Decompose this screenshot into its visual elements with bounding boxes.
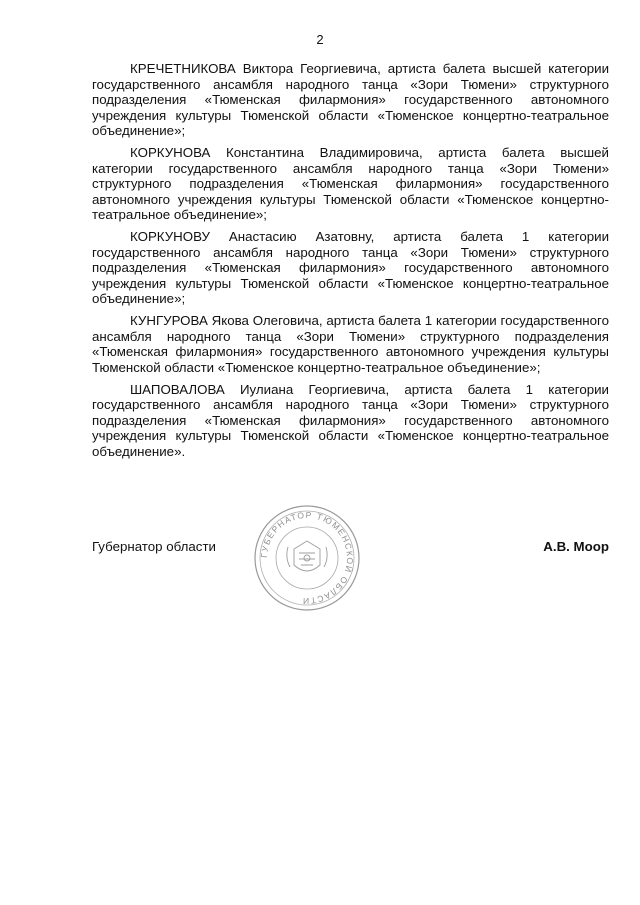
official-seal-icon xyxy=(252,503,362,613)
page-number: 2 xyxy=(316,32,324,47)
document-body xyxy=(92,61,609,466)
signatory-title: Губернатор области xyxy=(92,539,216,554)
award-paragraph: КУНГУРОВА Якова Олеговича, артиста балета 1 категории государственного ансамбля народного танца «Зори Тюмени» структурного подразделения «Тюменская филармония» государственного автономного учреждения культуры Тюменской области «Тюменское концертно-театральное объединение»; xyxy=(92,313,609,375)
seal-ring-text: ГУБЕРНАТОР ТЮМЕНСКОЙ ОБЛАСТИ xyxy=(258,509,356,607)
svg-text:ГУБЕРНАТОР ТЮМЕНСКОЙ ОБЛАСТИ xyxy=(259,510,355,606)
award-paragraph: КОРКУНОВА Константина Владимировича, артиста балета высшей категории государственного ансамбля народного танца «Зори Тюмени» структурного подразделения «Тюменская филармония» государственного автономного учреждения культуры Тюменской области «Тюменское концертно-театральное объединение»; xyxy=(92,145,609,222)
award-paragraph: КОРКУНОВУ Анастасию Азатовну, артиста балета 1 категории государственного ансамбля народного танца «Зори Тюмени» структурного подразделения «Тюменская филармония» государственного автономного учреждения культуры Тюменской области «Тюменское концертно-театральное объединение»; xyxy=(92,229,609,306)
signature-block xyxy=(92,503,609,623)
award-paragraph: ШАПОВАЛОВА Иулиана Георгиевича, артиста балета 1 категории государственного ансамбля народного танца «Зори Тюмени» структурного подразделения «Тюменская филармония» государственного автономного учреждения культуры Тюменской области «Тюменское концертно-театральное объединение». xyxy=(92,381,609,459)
signatory-name: А.В. Моор xyxy=(543,539,609,554)
award-paragraph: КРЕЧЕТНИКОВА Виктора Георгиевича, артиста балета высшей категории государственного ансамбля народного танца «Зори Тюмени» структурного подразделения «Тюменская филармония» государственного автономного учреждения культуры Тюменской области «Тюменское концертно-театральное объединение»; xyxy=(92,61,609,138)
